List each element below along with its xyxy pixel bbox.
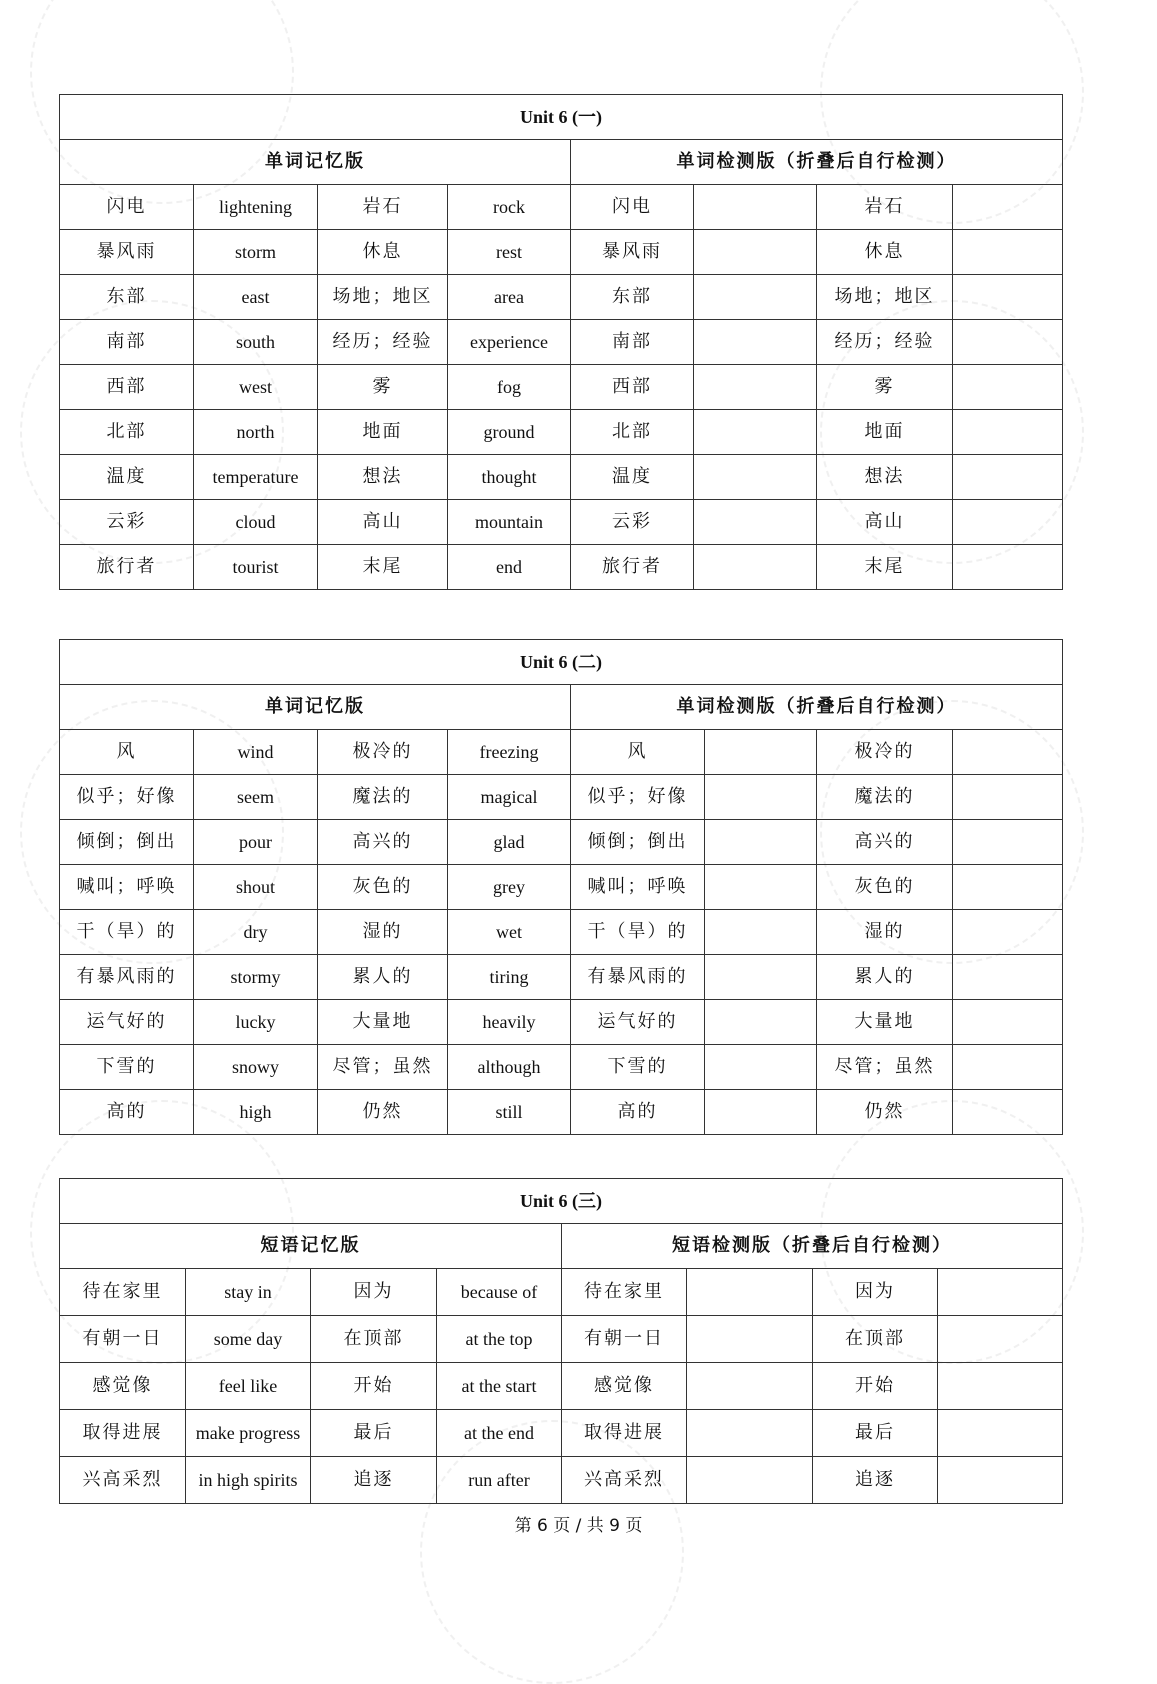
memory-chinese-cell: 待在家里	[60, 1269, 186, 1316]
test-section-header: 单词检测版（折叠后自行检测）	[571, 685, 1063, 730]
test-chinese-cell: 开始	[813, 1363, 938, 1410]
memory-chinese-cell: 运气好的	[60, 1000, 194, 1045]
vocab-table-unit6-2	[59, 639, 1063, 1135]
memory-english-cell: heavily	[448, 1000, 571, 1045]
memory-english-cell: mountain	[448, 500, 571, 545]
memory-english-cell: at the end	[437, 1410, 562, 1457]
test-answer-blank[interactable]	[694, 410, 817, 455]
test-answer-blank[interactable]	[953, 500, 1063, 545]
test-answer-blank[interactable]	[687, 1410, 813, 1457]
memory-chinese-cell: 开始	[311, 1363, 437, 1410]
test-answer-blank[interactable]	[953, 545, 1063, 590]
test-answer-blank[interactable]	[953, 910, 1063, 955]
table-row	[60, 1457, 1063, 1504]
test-chinese-cell: 最后	[813, 1410, 938, 1457]
memory-chinese-cell: 休息	[318, 230, 448, 275]
memory-chinese-cell: 感觉像	[60, 1363, 186, 1410]
test-section-header: 单词检测版（折叠后自行检测）	[571, 140, 1063, 185]
memory-chinese-cell: 岩石	[318, 185, 448, 230]
vocab-table-unit6-1	[59, 94, 1063, 590]
memory-chinese-cell: 取得进展	[60, 1410, 186, 1457]
test-answer-blank[interactable]	[953, 730, 1063, 775]
table-row	[60, 1363, 1063, 1410]
memory-english-cell: make progress	[186, 1410, 311, 1457]
memory-english-cell: shout	[194, 865, 318, 910]
test-chinese-cell: 极冷的	[817, 730, 953, 775]
memory-chinese-cell: 北部	[60, 410, 194, 455]
memory-chinese-cell: 高山	[318, 500, 448, 545]
test-answer-blank[interactable]	[694, 275, 817, 320]
memory-english-cell: end	[448, 545, 571, 590]
test-chinese-cell: 南部	[571, 320, 694, 365]
test-chinese-cell: 有暴风雨的	[571, 955, 705, 1000]
table-row	[60, 1410, 1063, 1457]
memory-chinese-cell: 雾	[318, 365, 448, 410]
test-answer-blank[interactable]	[938, 1363, 1063, 1410]
test-chinese-cell: 因为	[813, 1269, 938, 1316]
memory-chinese-cell: 大量地	[318, 1000, 448, 1045]
memory-chinese-cell: 高的	[60, 1090, 194, 1135]
memory-english-cell: east	[194, 275, 318, 320]
test-chinese-cell: 高山	[817, 500, 953, 545]
test-chinese-cell: 倾倒；倒出	[571, 820, 705, 865]
memory-english-cell: at the top	[437, 1316, 562, 1363]
test-chinese-cell: 地面	[817, 410, 953, 455]
table-row	[60, 545, 1063, 590]
test-answer-blank[interactable]	[953, 955, 1063, 1000]
table-row	[60, 910, 1063, 955]
test-chinese-cell: 追逐	[813, 1457, 938, 1504]
memory-chinese-cell: 追逐	[311, 1457, 437, 1504]
test-answer-blank[interactable]	[953, 365, 1063, 410]
memory-chinese-cell: 魔法的	[318, 775, 448, 820]
test-answer-blank[interactable]	[705, 1045, 817, 1090]
memory-chinese-cell: 高兴的	[318, 820, 448, 865]
test-chinese-cell: 仍然	[817, 1090, 953, 1135]
memory-chinese-cell: 西部	[60, 365, 194, 410]
table-row	[60, 185, 1063, 230]
memory-chinese-cell: 下雪的	[60, 1045, 194, 1090]
test-answer-blank[interactable]	[705, 1090, 817, 1135]
memory-chinese-cell: 温度	[60, 455, 194, 500]
test-chinese-cell: 尽管；虽然	[817, 1045, 953, 1090]
memory-english-cell: freezing	[448, 730, 571, 775]
table-row	[60, 775, 1063, 820]
page-footer: 第 6 页 / 共 9 页	[514, 1516, 643, 1536]
table-row	[60, 455, 1063, 500]
memory-english-cell: pour	[194, 820, 318, 865]
test-chinese-cell: 云彩	[571, 500, 694, 545]
vocab-table-unit6-3	[59, 1178, 1063, 1504]
test-chinese-cell: 有朝一日	[562, 1316, 687, 1363]
test-answer-blank[interactable]	[687, 1363, 813, 1410]
memory-chinese-cell: 场地；地区	[318, 275, 448, 320]
test-answer-blank[interactable]	[953, 1000, 1063, 1045]
memory-chinese-cell: 极冷的	[318, 730, 448, 775]
memory-english-cell: area	[448, 275, 571, 320]
memory-chinese-cell: 地面	[318, 410, 448, 455]
test-chinese-cell: 似乎；好像	[571, 775, 705, 820]
test-answer-blank[interactable]	[694, 545, 817, 590]
table-row	[60, 955, 1063, 1000]
table-row	[60, 230, 1063, 275]
test-chinese-cell: 待在家里	[562, 1269, 687, 1316]
test-answer-blank[interactable]	[953, 455, 1063, 500]
table-row	[60, 410, 1063, 455]
table-body	[60, 1269, 1063, 1504]
test-answer-blank[interactable]	[953, 320, 1063, 365]
memory-english-cell: experience	[448, 320, 571, 365]
test-answer-blank[interactable]	[687, 1316, 813, 1363]
memory-english-cell: seem	[194, 775, 318, 820]
memory-chinese-cell: 末尾	[318, 545, 448, 590]
memory-english-cell: north	[194, 410, 318, 455]
test-chinese-cell: 累人的	[817, 955, 953, 1000]
memory-english-cell: rest	[448, 230, 571, 275]
test-chinese-cell: 灰色的	[817, 865, 953, 910]
memory-english-cell: in high spirits	[186, 1457, 311, 1504]
test-answer-blank[interactable]	[953, 865, 1063, 910]
memory-english-cell: stay in	[186, 1269, 311, 1316]
table-row	[60, 1045, 1063, 1090]
test-answer-blank[interactable]	[694, 500, 817, 545]
test-answer-blank[interactable]	[694, 365, 817, 410]
memory-chinese-cell: 有朝一日	[60, 1316, 186, 1363]
memory-english-cell: stormy	[194, 955, 318, 1000]
memory-english-cell: tourist	[194, 545, 318, 590]
memory-chinese-cell: 因为	[311, 1269, 437, 1316]
test-answer-blank[interactable]	[705, 910, 817, 955]
memory-section-header: 单词记忆版	[60, 685, 571, 730]
test-answer-blank[interactable]	[953, 275, 1063, 320]
memory-english-cell: grey	[448, 865, 571, 910]
memory-section-header: 单词记忆版	[60, 140, 571, 185]
test-chinese-cell: 湿的	[817, 910, 953, 955]
table-row	[60, 820, 1063, 865]
test-chinese-cell: 西部	[571, 365, 694, 410]
test-answer-blank[interactable]	[694, 230, 817, 275]
memory-chinese-cell: 喊叫；呼唤	[60, 865, 194, 910]
test-chinese-cell: 高的	[571, 1090, 705, 1135]
memory-chinese-cell: 灰色的	[318, 865, 448, 910]
test-chinese-cell: 场地；地区	[817, 275, 953, 320]
memory-chinese-cell: 最后	[311, 1410, 437, 1457]
table-row	[60, 275, 1063, 320]
memory-chinese-cell: 仍然	[318, 1090, 448, 1135]
memory-chinese-cell: 湿的	[318, 910, 448, 955]
test-answer-blank[interactable]	[694, 185, 817, 230]
table-row	[60, 865, 1063, 910]
memory-chinese-cell: 在顶部	[311, 1316, 437, 1363]
memory-chinese-cell: 经历；经验	[318, 320, 448, 365]
table-row	[60, 1269, 1063, 1316]
table-body	[60, 730, 1063, 1135]
test-chinese-cell: 经历；经验	[817, 320, 953, 365]
test-section-header: 短语检测版（折叠后自行检测）	[562, 1224, 1063, 1269]
memory-english-cell: at the start	[437, 1363, 562, 1410]
test-chinese-cell: 休息	[817, 230, 953, 275]
memory-english-cell: wet	[448, 910, 571, 955]
test-answer-blank[interactable]	[705, 955, 817, 1000]
table-row	[60, 320, 1063, 365]
test-chinese-cell: 岩石	[817, 185, 953, 230]
test-answer-blank[interactable]	[687, 1269, 813, 1316]
test-chinese-cell: 末尾	[817, 545, 953, 590]
memory-english-cell: wind	[194, 730, 318, 775]
test-answer-blank[interactable]	[938, 1410, 1063, 1457]
memory-chinese-cell: 暴风雨	[60, 230, 194, 275]
table-row	[60, 1090, 1063, 1135]
test-answer-blank[interactable]	[705, 1000, 817, 1045]
test-answer-blank[interactable]	[705, 820, 817, 865]
test-chinese-cell: 取得进展	[562, 1410, 687, 1457]
memory-english-cell: dry	[194, 910, 318, 955]
memory-english-cell: ground	[448, 410, 571, 455]
memory-chinese-cell: 干（旱）的	[60, 910, 194, 955]
test-answer-blank[interactable]	[938, 1316, 1063, 1363]
memory-chinese-cell: 云彩	[60, 500, 194, 545]
test-chinese-cell: 运气好的	[571, 1000, 705, 1045]
test-chinese-cell: 下雪的	[571, 1045, 705, 1090]
memory-english-cell: magical	[448, 775, 571, 820]
test-answer-blank[interactable]	[938, 1457, 1063, 1504]
memory-english-cell: cloud	[194, 500, 318, 545]
memory-english-cell: snowy	[194, 1045, 318, 1090]
memory-english-cell: south	[194, 320, 318, 365]
memory-chinese-cell: 想法	[318, 455, 448, 500]
table-row	[60, 1000, 1063, 1045]
test-answer-blank[interactable]	[938, 1269, 1063, 1316]
memory-chinese-cell: 累人的	[318, 955, 448, 1000]
test-chinese-cell: 感觉像	[562, 1363, 687, 1410]
test-answer-blank[interactable]	[705, 730, 817, 775]
memory-chinese-cell: 南部	[60, 320, 194, 365]
test-answer-blank[interactable]	[705, 775, 817, 820]
test-chinese-cell: 旅行者	[571, 545, 694, 590]
table-title: Unit 6 (二)	[60, 640, 1063, 685]
test-chinese-cell: 雾	[817, 365, 953, 410]
memory-english-cell: glad	[448, 820, 571, 865]
table-row	[60, 1316, 1063, 1363]
memory-chinese-cell: 有暴风雨的	[60, 955, 194, 1000]
memory-chinese-cell: 兴高采烈	[60, 1457, 186, 1504]
memory-english-cell: still	[448, 1090, 571, 1135]
memory-chinese-cell: 风	[60, 730, 194, 775]
test-answer-blank[interactable]	[953, 820, 1063, 865]
test-chinese-cell: 温度	[571, 455, 694, 500]
table-row	[60, 500, 1063, 545]
test-chinese-cell: 兴高采烈	[562, 1457, 687, 1504]
memory-english-cell: although	[448, 1045, 571, 1090]
test-answer-blank[interactable]	[687, 1457, 813, 1504]
test-answer-blank[interactable]	[953, 230, 1063, 275]
memory-english-cell: because of	[437, 1269, 562, 1316]
memory-english-cell: temperature	[194, 455, 318, 500]
memory-english-cell: rock	[448, 185, 571, 230]
memory-english-cell: lucky	[194, 1000, 318, 1045]
memory-chinese-cell: 东部	[60, 275, 194, 320]
memory-section-header: 短语记忆版	[60, 1224, 562, 1269]
test-answer-blank[interactable]	[953, 410, 1063, 455]
test-chinese-cell: 风	[571, 730, 705, 775]
test-answer-blank[interactable]	[694, 455, 817, 500]
test-chinese-cell: 喊叫；呼唤	[571, 865, 705, 910]
test-chinese-cell: 想法	[817, 455, 953, 500]
test-chinese-cell: 东部	[571, 275, 694, 320]
memory-chinese-cell: 闪电	[60, 185, 194, 230]
test-chinese-cell: 闪电	[571, 185, 694, 230]
test-answer-blank[interactable]	[953, 1045, 1063, 1090]
test-chinese-cell: 魔法的	[817, 775, 953, 820]
memory-english-cell: some day	[186, 1316, 311, 1363]
test-chinese-cell: 在顶部	[813, 1316, 938, 1363]
test-chinese-cell: 北部	[571, 410, 694, 455]
memory-chinese-cell: 倾倒；倒出	[60, 820, 194, 865]
memory-english-cell: run after	[437, 1457, 562, 1504]
memory-chinese-cell: 旅行者	[60, 545, 194, 590]
memory-english-cell: feel like	[186, 1363, 311, 1410]
table-title: Unit 6 (一)	[60, 95, 1063, 140]
test-chinese-cell: 暴风雨	[571, 230, 694, 275]
memory-english-cell: fog	[448, 365, 571, 410]
memory-english-cell: storm	[194, 230, 318, 275]
test-answer-blank[interactable]	[953, 775, 1063, 820]
test-answer-blank[interactable]	[953, 1090, 1063, 1135]
memory-chinese-cell: 似乎；好像	[60, 775, 194, 820]
test-answer-blank[interactable]	[694, 320, 817, 365]
table-row	[60, 730, 1063, 775]
test-chinese-cell: 大量地	[817, 1000, 953, 1045]
memory-english-cell: lightening	[194, 185, 318, 230]
table-body	[60, 185, 1063, 590]
test-chinese-cell: 干（旱）的	[571, 910, 705, 955]
table-row	[60, 365, 1063, 410]
table-title: Unit 6 (三)	[60, 1179, 1063, 1224]
memory-english-cell: thought	[448, 455, 571, 500]
test-chinese-cell: 高兴的	[817, 820, 953, 865]
memory-english-cell: tiring	[448, 955, 571, 1000]
test-answer-blank[interactable]	[953, 185, 1063, 230]
memory-english-cell: high	[194, 1090, 318, 1135]
memory-english-cell: west	[194, 365, 318, 410]
memory-chinese-cell: 尽管；虽然	[318, 1045, 448, 1090]
test-answer-blank[interactable]	[705, 865, 817, 910]
